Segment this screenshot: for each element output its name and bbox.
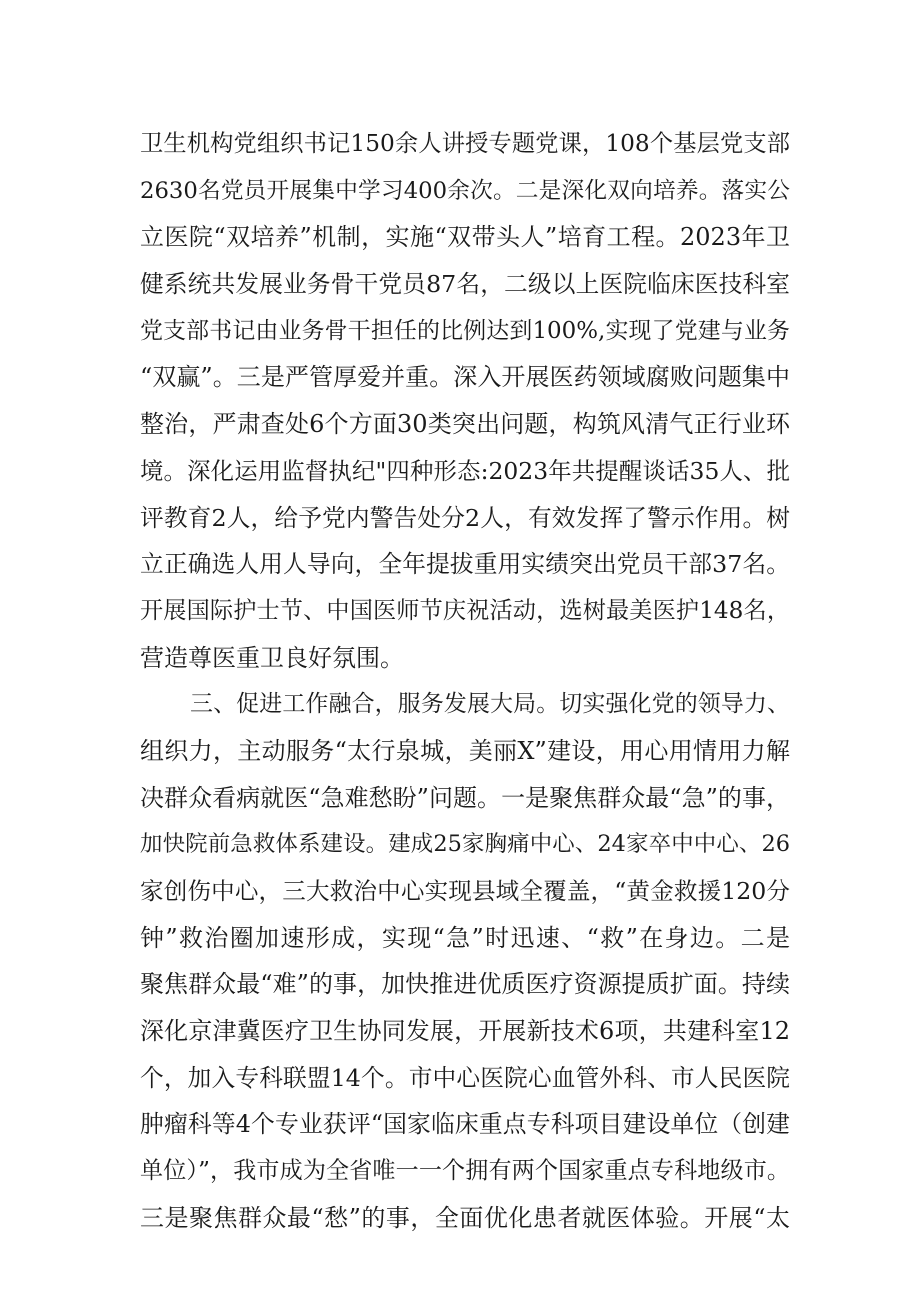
text-line: 个，加入专科联盟14个。市中心医院心血管外科、市人民医院: [140, 1063, 790, 1092]
text-line: 肿瘤科等4个专业获评“国家临床重点专科项目建设单位（创建: [140, 1110, 790, 1139]
text-line: 整治，严肃查处6个方面30类突出问题，构筑风清气正行业环: [140, 410, 790, 439]
text-line: 立正确选人用人导向，全年提拔重用实绩突出党员干部37名。: [140, 550, 790, 579]
text-line: 家创伤中心，三大救治中心实现县域全覆盖，“黄金救援120分: [140, 877, 790, 905]
text-line: 深化京津冀医疗卫生协同发展，开展新技术6项，共建科室12: [140, 1017, 790, 1046]
text-line: 决群众看病就医“急难愁盼”问题。一是聚焦群众最“急”的事，: [140, 783, 790, 812]
text-line: 单位）”，我市成为全省唯一一个拥有两个国家重点专科地级市。: [140, 1158, 790, 1185]
text-line: 境。深化运用监督执纪"四种形态:2023年共提醒谈话35人、批: [140, 456, 790, 485]
text-line: 开展国际护士节、中国医师节庆祝活动，选树最美医护148名，: [140, 596, 790, 624]
body-text: [140, 121, 790, 1242]
text-line: 三、促进工作融合，服务发展大局。切实强化党的领导力、: [190, 691, 790, 718]
text-line: 组织力，主动服务“太行泉城，美丽X”建设，用心用情用力解: [140, 736, 790, 765]
text-line: 营造尊医重卫良好氛围。: [140, 643, 404, 672]
text-line: 三是聚焦群众最“愁”的事，全面优化患者就医体验。开展“太: [140, 1203, 790, 1232]
text-line: 钟”救治圈加速形成，实现“急”时迅速、“救”在身边。二是: [140, 923, 790, 952]
text-line: 立医院“双培养”机制，实施“双带头人”培育工程。2023年卫: [140, 223, 790, 252]
text-line: 加快院前急救体系建设。建成25家胸痛中心、24家卒中中心、26: [140, 831, 790, 858]
text-line: 评教育2人，给予党内警告处分2人，有效发挥了警示作用。树: [140, 503, 790, 532]
text-line: 党支部书记由业务骨干担任的比例达到100%,实现了党建与业务: [140, 317, 790, 344]
text-line: 2630名党员开展集中学习400余次。二是深化双向培养。落实公: [140, 177, 790, 204]
text-line: 聚焦群众最“难”的事，加快推进优质医疗资源提质扩面。持续: [140, 970, 790, 999]
text-line: 健系统共发展业务骨干党员87名，二级以上医院临床医技科室: [140, 270, 790, 299]
text-line: “双赢”。三是严管厚爱并重。深入开展医药领域腐败问题集中: [140, 363, 790, 392]
text-line: 卫生机构党组织书记150余人讲授专题党课，108个基层党支部: [140, 130, 790, 157]
